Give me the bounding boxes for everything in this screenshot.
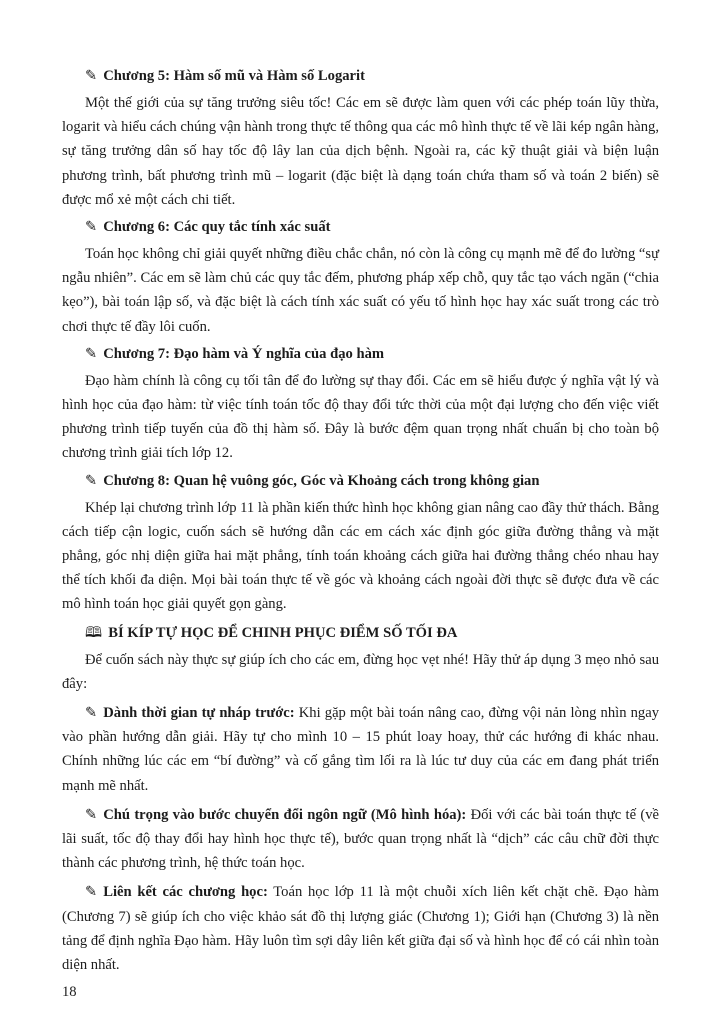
- chapter-5-title: Chương 5: Hàm số mũ và Hàm số Logarit: [103, 68, 365, 84]
- tips-title: BÍ KÍP TỰ HỌC ĐỂ CHINH PHỤC ĐIỂM SỐ TỐI ĐA: [108, 624, 458, 641]
- tip-lead: Chú trọng vào bước chuyển đổi ngôn ngữ (Mô hình hóa):: [103, 806, 467, 823]
- chapter-5-body: Một thế giới của sự tăng trưởng siêu tốc! Các em sẽ được làm quen với các phép toán lũy thừa, logarit và hiểu cách chúng vận hành trong thực tế thông qua các mô hình thực tế về lãi kép ngân hàng, sự tăng trưởng dân số hay tốc độ lây lan của dịch bệnh. Ngoài ra, các kỹ thuật giải và biện luận phương trình, bất phương trình mũ – logarit (đặc biệt là dạng toán chứa tham số và toán 2 biến) sẽ được mổ xẻ một cách chi tiết.: [62, 95, 659, 208]
- tip-text: Khi gặp một bài toán nâng cao, đừng vội nản lòng nhìn ngay vào phần hướng dẫn giải. Hãy tự cho mình 10 – 15 phút loay hoay, thử các hướng đi khác nhau. Chính những lúc các em “bí đường” và cố gắng tìm lối ra là lúc tư duy của các em đang phát triển mạnh mẽ nhất.: [62, 705, 659, 794]
- pencil-icon: ✎: [85, 705, 98, 722]
- pencil-icon: ✎: [85, 68, 98, 84]
- chapter-8-body: Khép lại chương trình lớp 11 là phần kiến thức hình học không gian nâng cao đầy thử thách. Bằng cách tiếp cận logic, cuốn sách sẽ hướng dẫn các em cách xác định góc giữa đường thẳng và mặt phẳng, góc nhị diện giữa hai mặt phẳng, tính toán khoảng cách giữa hai đường thẳng chéo nhau hay thể tích khối đa diện. Mọi bài toán thực tế về góc và khoảng cách ngoài đời thực sẽ được đưa về các mô hình toán học giải quyết gọn gàng.: [62, 499, 659, 613]
- tips-heading: [62, 623, 659, 644]
- tip-item: [62, 880, 659, 977]
- tip-lead: Dành thời gian tự nháp trước:: [103, 705, 295, 722]
- open-book-icon: 🕮: [85, 624, 103, 641]
- page-number: 18: [62, 984, 77, 1000]
- chapter-7-body: Đạo hàm chính là công cụ tối tân để đo lường sự thay đổi. Các em sẽ hiểu được ý nghĩa vật lý và hình học của đạo hàm: từ việc tính toán tốc độ thay đổi tức thời của một đại lượng cho đến việc viết phương trình tiếp tuyến của đồ thị hàm số. Đây là bước đệm quan trọng nhất chuẩn bị cho toàn bộ chương trình giải tích lớp 12.: [62, 372, 659, 462]
- pencil-icon: ✎: [85, 345, 98, 362]
- chapter-6-title: Chương 6: Các quy tắc tính xác suất: [103, 219, 331, 236]
- chapter-7-heading: [62, 344, 659, 365]
- tip-text: Toán học lớp 11 là một chuỗi xích liên kết chặt chẽ. Đạo hàm (Chương 7) sẽ giúp ích cho việc khảo sát đồ thị lượng giác (Chương 1); Giới hạn (Chương 3) là nền tảng để định nghĩa Đạo hàm. Hãy luôn tìm sợi dây liên kết giữa đại số và hình học để có cái nhìn toàn diện nhất.: [62, 884, 659, 974]
- chapter-6-body: Toán học không chỉ giải quyết những điều chắc chắn, nó còn là công cụ mạnh mẽ để đo lường “sự ngẫu nhiên”. Các em sẽ làm chủ các quy tắc đếm, phương pháp xếp chỗ, quy tắc tạo vách ngăn (“chia kẹo”), bài toán lập số, và đặc biệt là cách tính xác suất có yếu tố hình học hay xác suất trong các trò chơi thực tế đầy lôi cuốn.: [62, 246, 659, 335]
- chapter-8-heading: [62, 471, 659, 492]
- pencil-icon: ✎: [85, 806, 98, 823]
- chapter-8-title: Chương 8: Quan hệ vuông góc, Góc và Khoảng cách trong không gian: [103, 472, 540, 489]
- pencil-icon: ✎: [85, 884, 98, 901]
- pencil-icon: ✎: [85, 219, 98, 236]
- chapter-6-heading: [62, 217, 659, 238]
- tip-text: Đối với các bài toán thực tế (về lãi suất, tốc độ thay đổi hay hình học thực tế), bước quan trọng nhất là “dịch” các câu chữ đời thực thành các phương trình, hệ thức toán học.: [62, 806, 659, 872]
- tip-item: [62, 803, 659, 876]
- pencil-icon: ✎: [85, 472, 98, 489]
- tip-lead: Liên kết các chương học:: [103, 884, 268, 901]
- chapter-7-title: Chương 7: Đạo hàm và Ý nghĩa của đạo hàm: [103, 345, 385, 362]
- chapter-5-heading: [62, 66, 659, 87]
- tip-item: [62, 701, 659, 798]
- tips-intro: Để cuốn sách này thực sự giúp ích cho các em, đừng học vẹt nhé! Hãy thử áp dụng 3 mẹo nhỏ sau đây:: [62, 651, 659, 692]
